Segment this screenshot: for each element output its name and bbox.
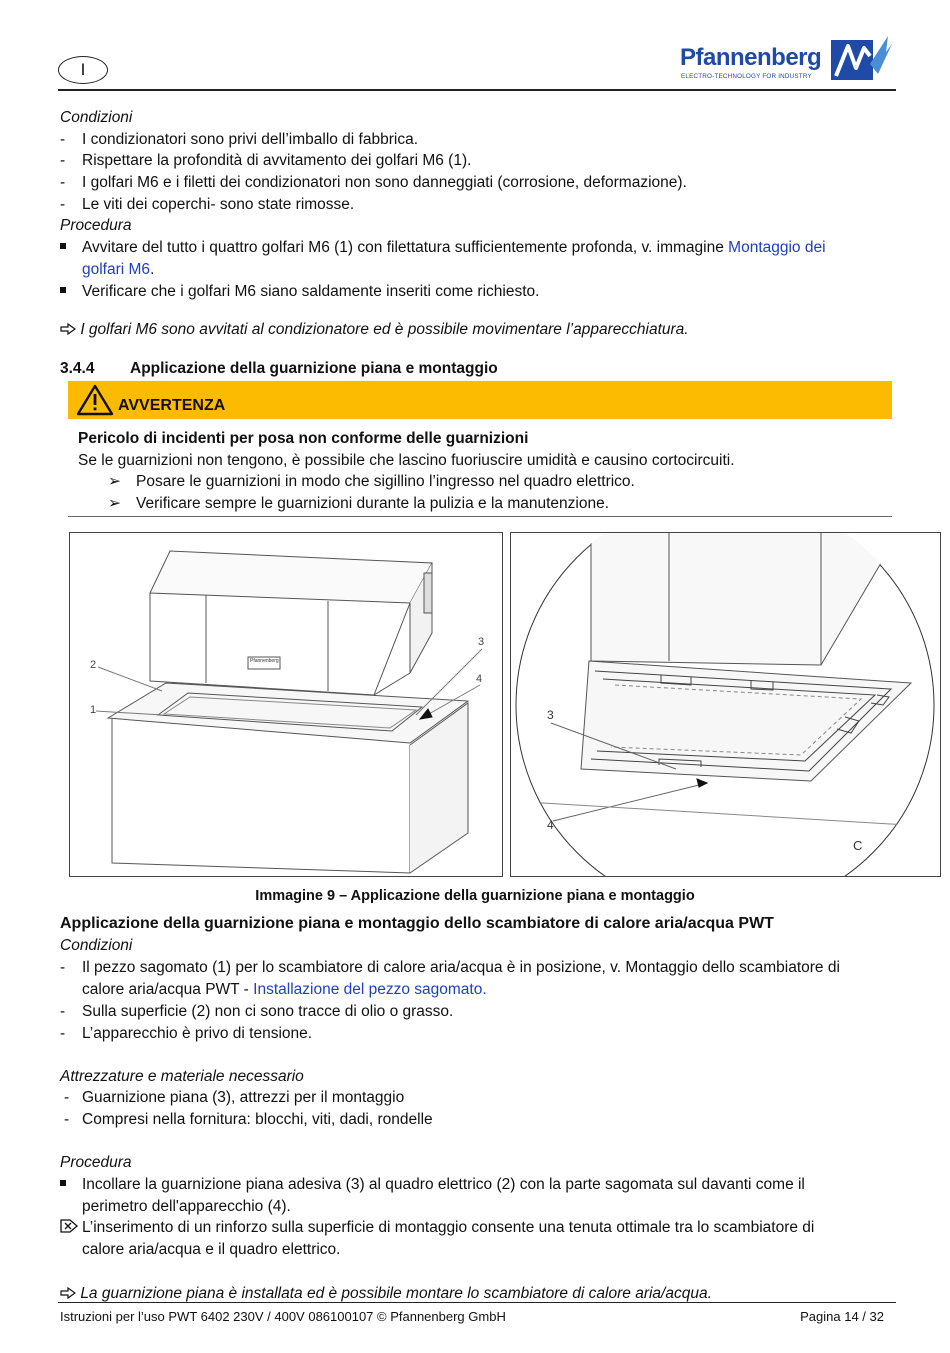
note-line bbox=[60, 1218, 815, 1238]
action-text: Posare le guarnizioni in modo che sigillino l’ingresso nel quadro elettrico. bbox=[136, 473, 635, 490]
bullet-icon bbox=[60, 243, 66, 249]
enclosure-assembly-drawing bbox=[70, 533, 502, 876]
tool-text: Compresi nella fornitura: blocchi, viti, dadi, rondelle bbox=[82, 1111, 433, 1128]
callout-3: 3 bbox=[547, 708, 554, 722]
condition-item: - L’apparecchio è privo di tensione. bbox=[60, 1025, 313, 1042]
callout-4: 4 bbox=[476, 673, 483, 685]
procedure-step bbox=[60, 238, 826, 258]
golfari-m6-link[interactable]: golfari M6 bbox=[82, 261, 151, 278]
condition-item-cont bbox=[82, 980, 487, 1000]
result-line bbox=[60, 320, 689, 340]
callout-c: C bbox=[853, 838, 863, 853]
tools-heading: Attrezzature e materiale necessario bbox=[60, 1068, 304, 1085]
warning-label: AVVERTENZA bbox=[118, 397, 226, 414]
procedure-step bbox=[60, 282, 540, 302]
condition-item: - Il pezzo sagomato (1) per lo scambiatore di calore aria/acqua è in posizione, v. Montaggio dello scambiatore di bbox=[60, 959, 840, 976]
warning-bottom-rule bbox=[68, 516, 892, 517]
condition-item: - I golfari M6 e i filetti dei condizionatori non sono danneggiati (corrosione, deformazione). bbox=[60, 174, 687, 191]
warning-bar bbox=[68, 381, 892, 419]
procedure-step bbox=[60, 1175, 805, 1195]
warning-text: Se le guarnizioni non tengono, è possibile che lascino fuoriuscire umidità e causino cortocircuiti. bbox=[78, 452, 735, 469]
callout-1: 1 bbox=[90, 704, 97, 716]
step-text: Incollare la guarnizione piana adesiva (3) al quadro elettrico (2) con la parte sagomata sul davanti come il bbox=[82, 1176, 805, 1193]
condition-text: Il pezzo sagomato (1) per lo scambiatore di calore aria/acqua è in posizione, v. Montaggio dello scambiatore di bbox=[82, 959, 840, 976]
brand-name: Pfannenberg bbox=[680, 44, 822, 71]
condition-text: L’apparecchio è privo di tensione. bbox=[82, 1025, 313, 1042]
brand-tagline: ELECTRO-TECHNOLOGY FOR INDUSTRY bbox=[681, 73, 812, 80]
footer-left: Istruzioni per l’uso PWT 6402 230V / 400V 086100107 © Pfannenberg GmbH bbox=[60, 1309, 506, 1324]
warning-title: Pericolo di incidenti per posa non conforme delle guarnizioni bbox=[78, 430, 529, 447]
tool-text: Guarnizione piana (3), attrezzi per il montaggio bbox=[82, 1089, 405, 1106]
condition-text: I condizionatori sono privi dell’imballo di fabbrica. bbox=[82, 131, 419, 148]
condition-text: Le viti dei coperchi- sono state rimosse. bbox=[82, 196, 355, 213]
action-text: Verificare sempre le guarnizioni durante la pulizia e la manutenzione. bbox=[136, 495, 610, 512]
conditions-heading: Condizioni bbox=[60, 109, 133, 126]
result-line bbox=[60, 1284, 712, 1304]
device-brand-plate: Pfannenberg bbox=[250, 658, 279, 664]
condition-item: - Sulla superficie (2) non ci sono tracce di olio o grasso. bbox=[60, 1003, 454, 1020]
brand-logo bbox=[680, 34, 895, 86]
header-rule bbox=[58, 89, 896, 91]
gasket-detail-drawing bbox=[511, 533, 940, 876]
result-arrow-icon bbox=[60, 1287, 76, 1299]
conditions-heading: Condizioni bbox=[60, 937, 133, 954]
callout-4: 4 bbox=[547, 818, 554, 832]
montaggio-golfari-link[interactable]: Montaggio dei bbox=[728, 239, 826, 256]
step-text-end: . bbox=[150, 261, 155, 278]
condition-item: - I condizionatori sono privi dell’imballo di fabbrica. bbox=[60, 131, 419, 148]
procedure-heading: Procedura bbox=[60, 1154, 132, 1171]
tool-item: - Compresi nella fornitura: blocchi, viti, dadi, rondelle bbox=[64, 1111, 433, 1128]
result-arrow-icon bbox=[60, 323, 76, 335]
figure-left bbox=[69, 532, 503, 877]
figure-right bbox=[510, 532, 941, 877]
link-period: . bbox=[482, 981, 487, 998]
figure-caption: Immagine 9 – Applicazione della guarnizione piana e montaggio bbox=[255, 888, 695, 904]
condition-text: calore aria/acqua PWT - bbox=[82, 981, 254, 998]
subsection-heading: Applicazione della guarnizione piana e montaggio dello scambiatore di calore aria/acqua PWT bbox=[60, 915, 774, 932]
section-title: Applicazione della guarnizione piana e montaggio bbox=[130, 360, 498, 377]
procedure-step-cont bbox=[82, 260, 154, 280]
tool-item: - Guarnizione piana (3), attrezzi per il montaggio bbox=[64, 1089, 405, 1106]
condition-item: - Le viti dei coperchi- sono state rimosse. bbox=[60, 196, 355, 213]
condition-item: - Rispettare la profondità di avvitamento dei golfari M6 (1). bbox=[60, 152, 472, 169]
section-number: 3.4.4 bbox=[60, 360, 95, 377]
note-pointer-icon bbox=[60, 1219, 78, 1233]
step-text bbox=[82, 238, 826, 258]
step-text: Verificare che i golfari M6 siano saldamente inseriti come richiesto. bbox=[82, 283, 540, 300]
bullet-icon bbox=[60, 1180, 66, 1186]
result-text: I golfari M6 sono avvitati al condizionatore ed è possibile movimentare l’apparecchiatura. bbox=[80, 321, 689, 338]
condition-text: Sulla superficie (2) non ci sono tracce di olio o grasso. bbox=[82, 1003, 454, 1020]
result-text: La guarnizione piana è installata ed è possibile montare lo scambiatore di calore aria/acqua. bbox=[80, 1285, 712, 1302]
brand-mark-icon bbox=[830, 34, 892, 82]
language-badge: I bbox=[58, 56, 108, 84]
action-arrow-icon: ➢ bbox=[108, 495, 121, 512]
procedure-heading: Procedura bbox=[60, 217, 132, 234]
callout-2: 2 bbox=[90, 659, 97, 671]
note-text: L’inserimento di un rinforzo sulla superficie di montaggio consente una tenuta ottimale tra lo scambiatore di bbox=[82, 1219, 815, 1236]
condition-text: I golfari M6 e i filetti dei condizionatori non sono danneggiati (corrosione, deformazione). bbox=[82, 174, 687, 191]
callout-3: 3 bbox=[478, 636, 485, 648]
procedure-step-cont: perimetro dell'apparecchio (4). bbox=[82, 1198, 291, 1215]
warning-triangle-icon bbox=[76, 384, 114, 416]
step-text-main: Avvitare del tutto i quattro golfari M6 (1) con filettatura sufficientemente profonda, v. immagine bbox=[82, 239, 729, 256]
installazione-pezzo-link[interactable]: Installazione del pezzo sagomato bbox=[253, 981, 483, 998]
action-arrow-icon: ➢ bbox=[108, 473, 121, 490]
note-line-cont: calore aria/acqua e il quadro elettrico. bbox=[82, 1241, 341, 1258]
footer-rule bbox=[58, 1302, 896, 1303]
warning-action bbox=[108, 494, 610, 514]
warning-action bbox=[108, 472, 635, 492]
condition-text: Rispettare la profondità di avvitamento dei golfari M6 (1). bbox=[82, 152, 472, 169]
footer-page-number: Pagina 14 / 32 bbox=[800, 1309, 884, 1324]
bullet-icon bbox=[60, 287, 66, 293]
